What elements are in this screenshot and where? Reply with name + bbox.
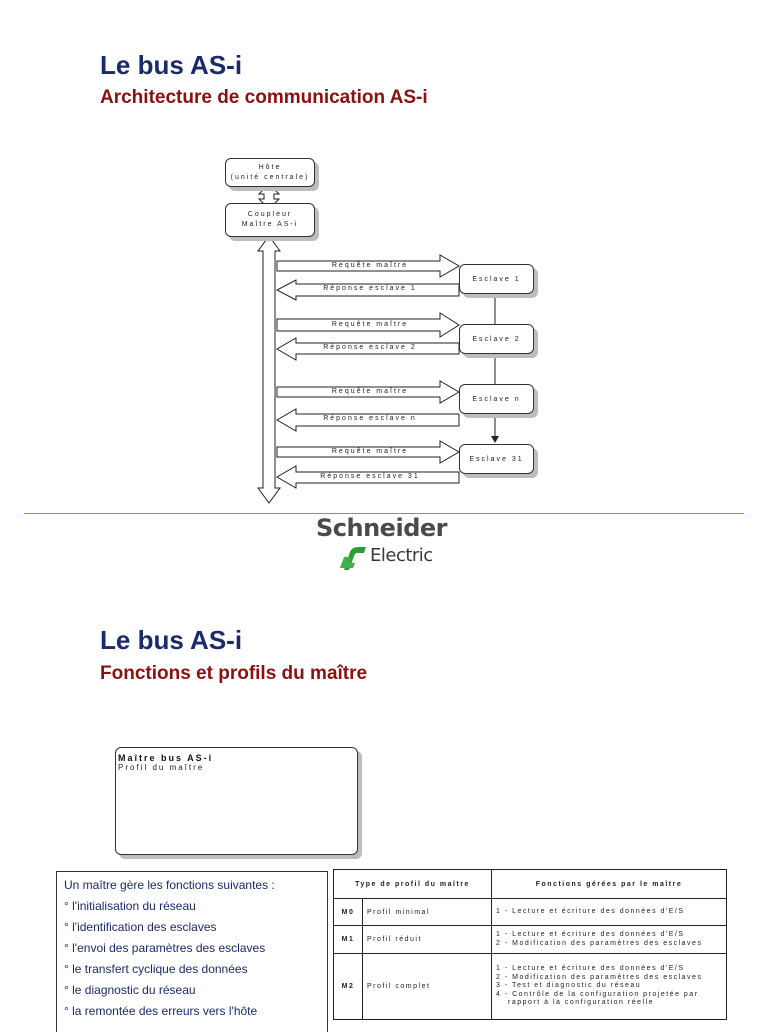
profile-function-line: 1 - Lecture et écriture des données d'E/S: [496, 931, 685, 938]
master-box-title: Maître bus AS-i: [118, 753, 214, 763]
slave-box-2: Esclave 2: [459, 324, 534, 354]
header-functions: Fonctions gérées par le maître: [492, 870, 727, 899]
request-label-1: Requête maître: [331, 262, 409, 269]
request-label-2: Requête maître: [331, 321, 409, 328]
profile-function-line: 1 - Lecture et écriture des données d'E/S: [496, 965, 685, 973]
profile-function-line: 3 - Test et diagnostic du réseau: [496, 982, 642, 990]
profile-name: Profil minimal: [363, 899, 492, 926]
logo-brand: Schneider: [316, 514, 447, 542]
function-item: ° l'initialisation du réseau: [64, 899, 196, 913]
request-label-4: Requête maître: [331, 448, 409, 455]
table-header-row: [334, 870, 727, 899]
profile-functions: [492, 926, 727, 954]
coupler-box: [225, 203, 315, 237]
profile-function-line: 2 - Modification des paramètres des esclaves: [496, 973, 703, 981]
slide2-title: Le bus AS-i: [100, 625, 243, 655]
header-profile-type: Type de profil du maître: [334, 870, 492, 899]
table-row: [334, 899, 727, 926]
coupler-label: Coupleur: [247, 211, 293, 218]
schneider-logo: [316, 514, 446, 576]
host-sublabel: (unité centrale): [230, 173, 310, 181]
table-row: [334, 954, 727, 1020]
response-label-3: Réponse esclave n: [323, 415, 417, 422]
profile-functions: [492, 899, 727, 926]
response-label-4: Réponse esclave 31: [320, 473, 420, 480]
function-item: ° l'identification des esclaves: [64, 920, 217, 934]
slave-box-1: Esclave 1: [459, 264, 534, 294]
function-item: ° le transfert cyclique des données: [64, 962, 248, 976]
profile-function-line: rapport à la configuration réelle: [508, 999, 655, 1007]
master-profiles-table: [333, 869, 727, 1020]
functions-panel: [56, 871, 328, 1032]
function-item: ° la remontée des erreurs vers l'hôte: [64, 1004, 258, 1018]
slave-box-31: Esclave 31: [459, 444, 534, 474]
function-item: ° le diagnostic du réseau: [64, 983, 196, 997]
logo-sub: Electric: [370, 545, 433, 566]
response-label-1: Réponse esclave 1: [323, 285, 417, 292]
host-label: Hôte: [258, 163, 282, 171]
master-box: [115, 747, 358, 855]
bus-arrow: [258, 236, 280, 503]
profile-functions: [492, 954, 727, 1020]
profile-function-line: 2 - Modification des paramètres des esclaves: [496, 939, 703, 947]
profile-name: Profil réduit: [363, 926, 492, 954]
profile-name: Profil complet: [363, 954, 492, 1020]
functions-intro: Un maître gère les fonctions suivantes :: [64, 878, 275, 892]
table-row: [334, 926, 727, 954]
slide1-title: Le bus AS-i: [100, 50, 243, 80]
logo-emblem-icon: [338, 544, 368, 572]
slide1-subtitle: Architecture de communication AS-i: [100, 87, 428, 108]
response-label-2: Réponse esclave 2: [323, 344, 417, 351]
profile-function-line: 1 - Lecture et écriture des données d'E/S: [496, 907, 685, 915]
function-item: ° l'envoi des paramètres des esclaves: [64, 941, 266, 955]
request-label-3: Requête maître: [331, 388, 409, 395]
host-box: [225, 158, 315, 187]
coupler-sublabel: Maître AS-i: [241, 221, 299, 228]
slave-box-n: Esclave n: [459, 384, 534, 414]
profile-code: M0: [334, 899, 363, 926]
profile-code: M1: [334, 926, 363, 954]
profile-function-line: 4 - Contrôle de la configuration projetée par: [496, 990, 699, 998]
profile-code: M2: [334, 954, 363, 1020]
master-box-subtitle: Profil du maître: [118, 763, 205, 772]
slide2-subtitle: Fonctions et profils du maître: [100, 663, 368, 684]
